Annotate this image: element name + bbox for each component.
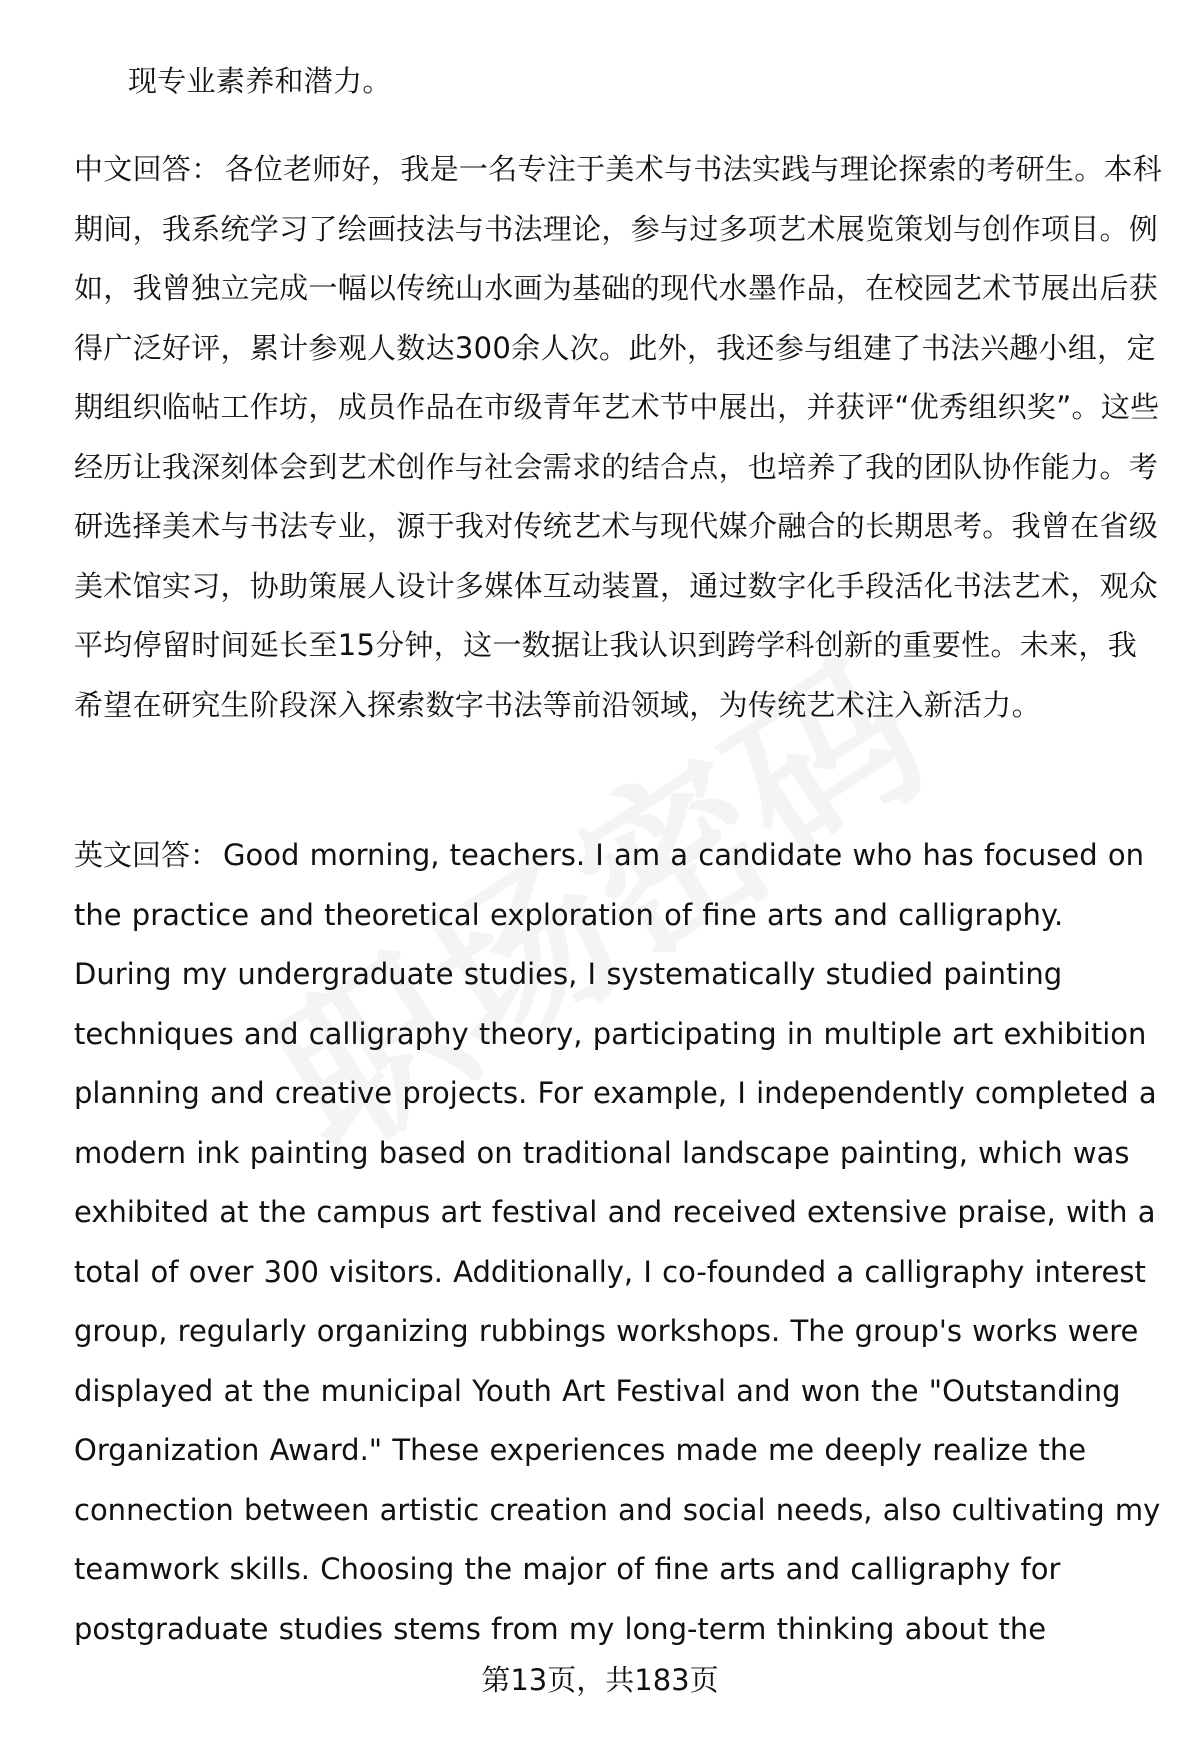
english-answer-paragraph — [74, 826, 1164, 1659]
page-number: 第13页，共183页 — [481, 1663, 719, 1697]
chinese-answer-paragraph — [74, 140, 1164, 735]
chinese-answer-text: 各位老师好，我是一名专注于美术与书法实践与理论探索的考研生。本科期间，我系统学习了绘画技法与书法理论，参与过多项艺术展览策划与创作项目。例如，我曾独立完成一幅以传统山水画为基础的现代水墨作品，在校园艺术节展出后获得广泛好评，累计参观人数达300余人次。此外，我还参与组建了书法兴趣小组，定期组织临帖工作坊，成员作品在市级青年艺术节中展出，并获评“优秀组织奖”。这些经历让我深刻体会到艺术创作与社会需求的结合点，也培养了我的团队协作能力。考研选择美术与书法专业，源于我对传统艺术与现代媒介融合的长期思考。我曾在省级美术馆实习，协助策展人设计多媒体互动装置，通过数字化手段活化书法艺术，观众平均停留时间延长至15分钟，这一数据让我认识到跨学科创新的重要性。未来，我希望在研究生阶段深入探索数字书法等前沿领域，为传统艺术注入新活力。 — [74, 152, 1163, 722]
english-answer-label: 英文回答： — [74, 838, 220, 872]
english-answer-text: Good morning, teachers. I am a candidate who has focused on the practice and theoretical exploration of fine arts and calligraphy. During my undergraduate studies, I systematically studied painting techniques and calligraphy theory, participating in multiple art exhibition planning and creative projects. For example, I independently completed a modern ink painting based on traditional landscape painting, which was exhibited at the campus art festival and received extensive praise, with a total of over 300 visitors. Additionally, I co-founded a calligraphy interest group, regularly organizing rubbings workshops. The group's works were displayed at the municipal Youth Art Festival and won the "Outstanding Organization Award." These experiences made me deeply realize the connection between artistic creation and social needs, also cultivating my teamwork skills. Choosing the major of fine arts and calligraphy for postgraduate studies stems from my long-term thinking about the — [74, 838, 1161, 1646]
continuation-text: 现专业素养和潜力。 — [128, 64, 392, 98]
continuation-paragraph — [74, 52, 1164, 112]
page-footer — [0, 1660, 1200, 1700]
chinese-answer-label: 中文回答： — [74, 152, 221, 186]
